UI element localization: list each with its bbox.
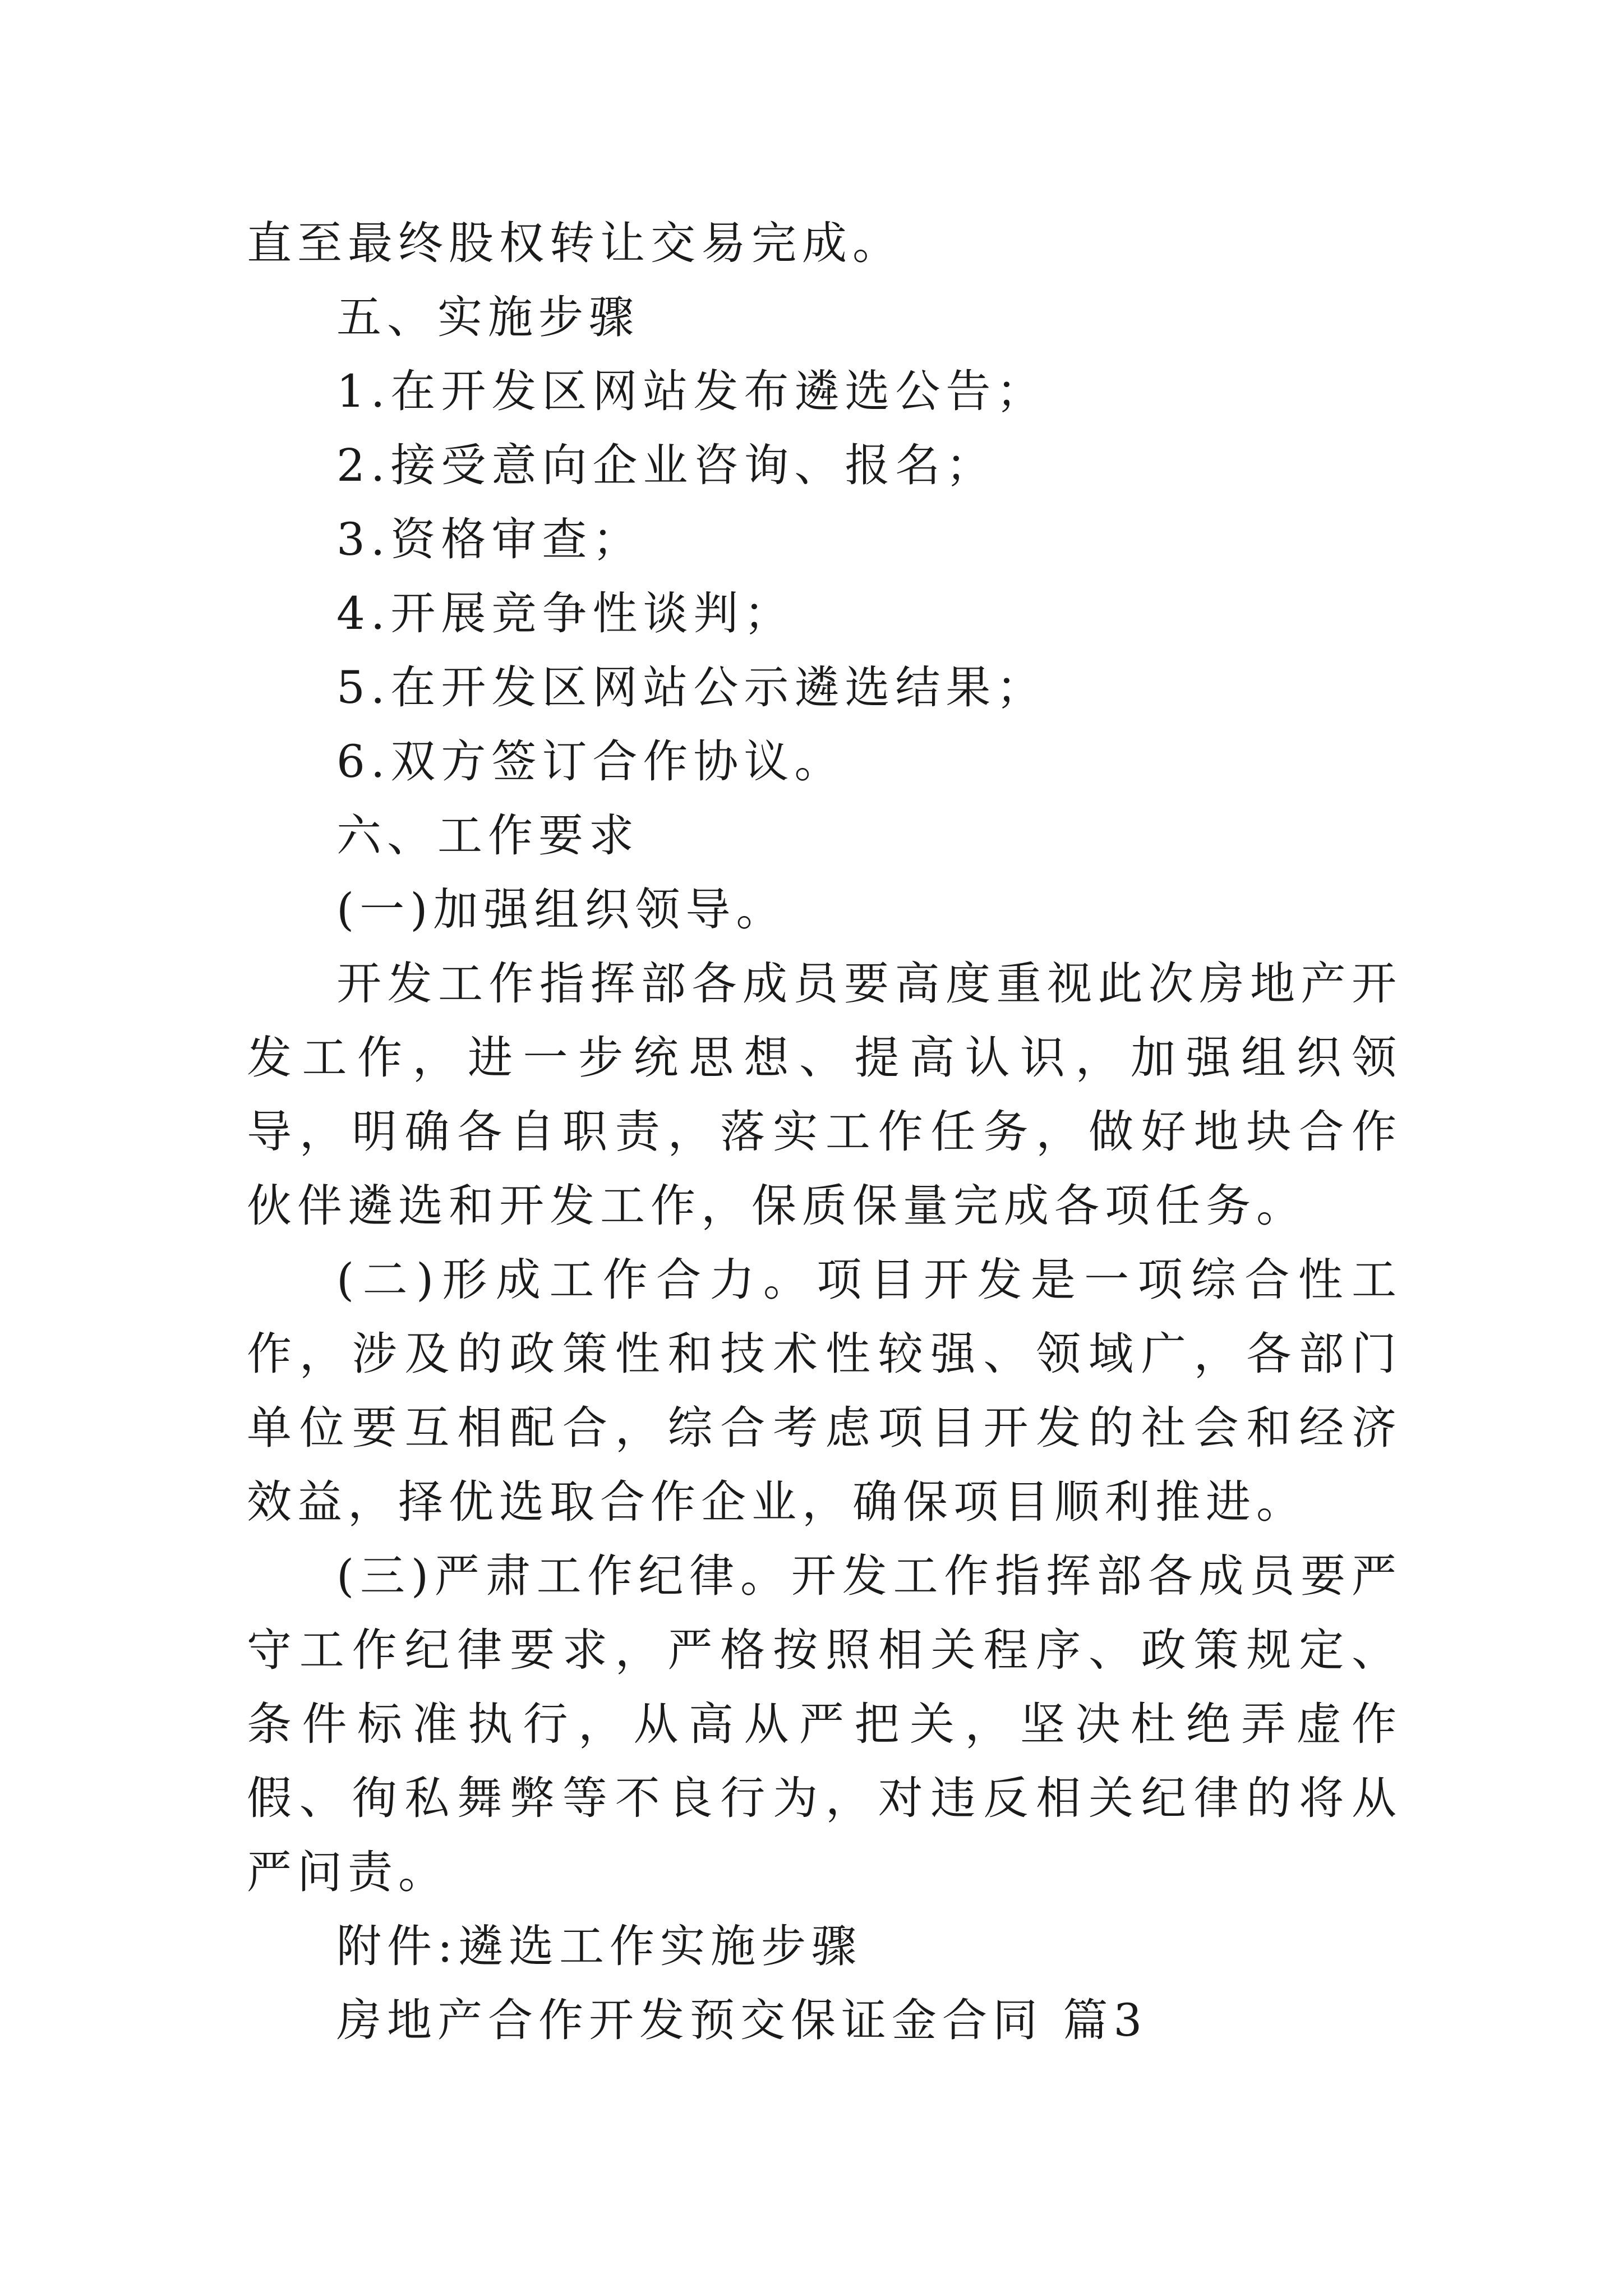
paragraph-discipline: (三)严肃工作纪律。开发工作指挥部各成员要严守工作纪律要求，严格按照相关程序、政策规定、条件标准执行，从高从严把关，坚决杜绝弄虚作假、徇私舞弊等不良行为，对违反相关纪律的将从严问责。 (247, 1550, 1402, 1898)
section-heading-work-requirements: 六、工作要求 (336, 809, 639, 862)
section-heading-implementation-steps: 五、实施步骤 (336, 291, 639, 343)
paragraph-continuation: 直至最终股权转让交易完成。 (247, 217, 903, 269)
step-item-6: 6.双方签订合作协议。 (336, 735, 845, 788)
next-article-title: 房地产合作开发预交保证金合同 篇3 (336, 1994, 1148, 2046)
document-body (247, 206, 1402, 2058)
step-item-3: 3.资格审查； (336, 513, 643, 565)
step-item-1: 1.在开发区网站发布遴选公告； (336, 365, 1047, 417)
step-item-2: 2.接受意向企业咨询、报名； (336, 439, 997, 491)
paragraph-leadership: 开发工作指挥部各成员要高度重视此次房地产开发工作，进一步统思想、提高认识，加强组织领导，明确各自职责，落实工作任务，做好地块合作伙伴遴选和开发工作，保质保量完成各项任务。 (247, 958, 1402, 1232)
step-item-4: 4.开展竞争性谈判； (336, 587, 795, 639)
step-item-5: 5.在开发区网站公示遴选结果； (336, 661, 1047, 714)
attachment-line: 附件:遴选工作实施步骤 (336, 1920, 862, 1972)
paragraph-joint-effort: (二)形成工作合力。项目开发是一项综合性工作，涉及的政策性和技术性较强、领域广，各部门单位要互相配合，综合考虑项目开发的社会和经济效益，择优选取合作企业，确保项目顺利推进。 (247, 1254, 1402, 1528)
subheading-leadership: (一)加强组织领导。 (336, 884, 787, 936)
